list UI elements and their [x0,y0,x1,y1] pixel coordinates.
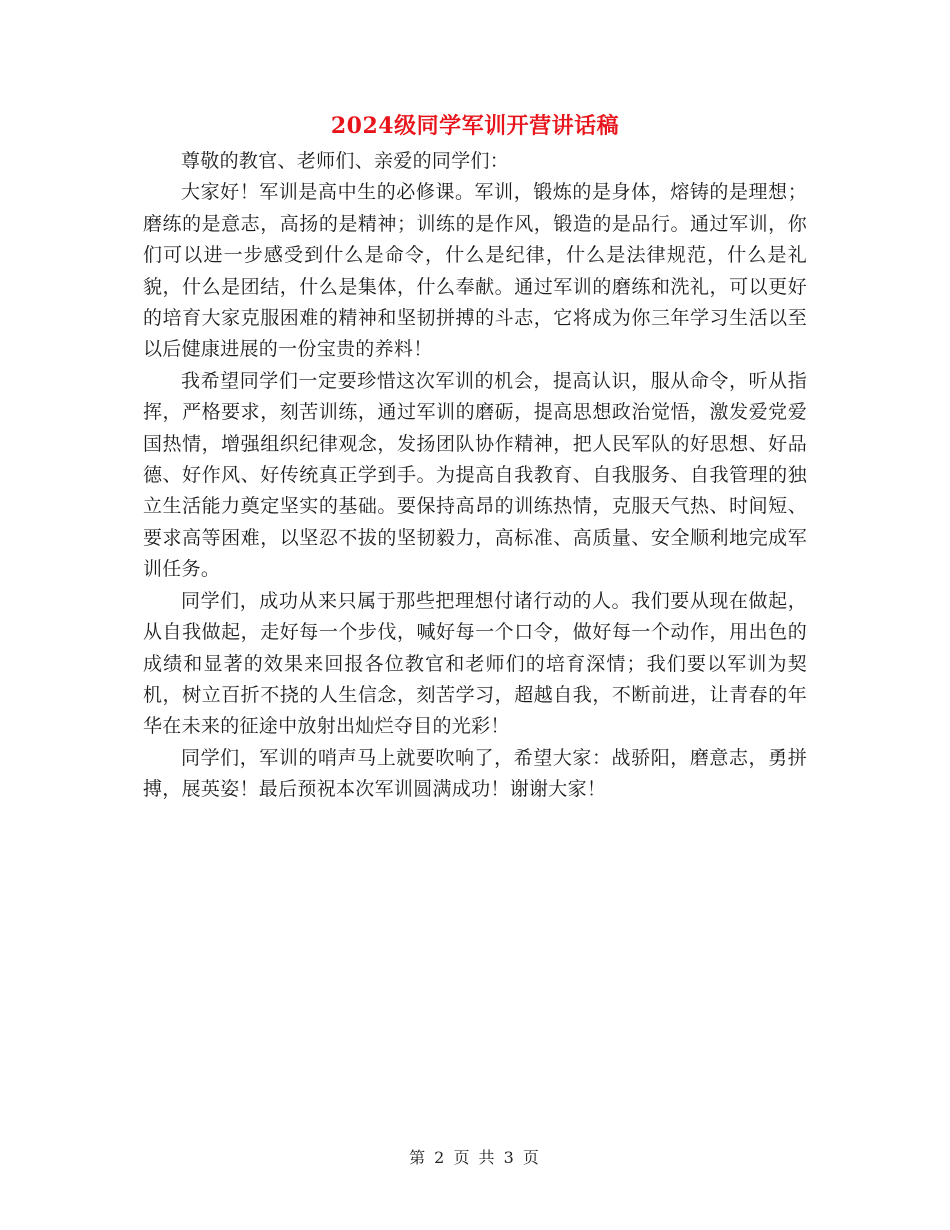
body-paragraph: 大家好！军训是高中生的必修课。军训，锻炼的是身体，熔铸的是理想；磨练的是意志，高扬的是精神；训练的是作风，锻造的是品行。通过军训，你们可以进一步感受到什么是命令，什么是纪律，什么是法律规范，什么是礼貌，什么是团结，什么是集体，什么奉献。通过军训的磨练和洗礼，可以更好的培育大家克服困难的精神和坚韧拼搏的斗志，它将成为你三年学习生活以至以后健康进展的一份宝贵的养料！ [143,181,807,361]
document-title: 2024级同学军训开营讲话稿 [330,113,620,139]
page-number-footer: 第 2 页 共 3 页 [409,1148,541,1167]
body-paragraph: 我希望同学们一定要珍惜这次军训的机会，提高认识，服从命令，听从指挥，严格要求，刻苦训练，通过军训的磨砺，提高思想政治觉悟，激发爱党爱国热情，增强组织纪律观念，发扬团队协作精神，把人民军队的好思想、好品德、好作风、好传统真正学到手。为提高自我教育、自我服务、自我管理的独立生活能力奠定坚实的基础。要保持高昂的训练热情，克服天气热、时间短、要求高等困难，以坚忍不拔的坚韧毅力，高标准、高质量、安全顺利地完成军训任务。 [143,369,807,581]
closing-paragraph: 同学们，军训的哨声马上就要吹响了，希望大家：战骄阳，磨意志，勇拼搏，展英姿！最后预祝本次军训圆满成功！谢谢大家！ [143,746,807,801]
body-paragraph: 同学们，成功从来只属于那些把理想付诸行动的人。我们要从现在做起，从自我做起，走好每一个步伐，喊好每一个口令，做好每一个动作，用出色的成绩和显著的效果来回报各位教官和老师们的培育深情；我们要以军训为契机，树立百折不挠的人生信念，刻苦学习，超越自我，不断前进，让青春的年华在未来的征途中放射出灿烂夺目的光彩！ [143,589,807,738]
document-body [143,146,807,806]
salutation-paragraph: 尊敬的教官、老师们、亲爱的同学们： [181,150,510,172]
